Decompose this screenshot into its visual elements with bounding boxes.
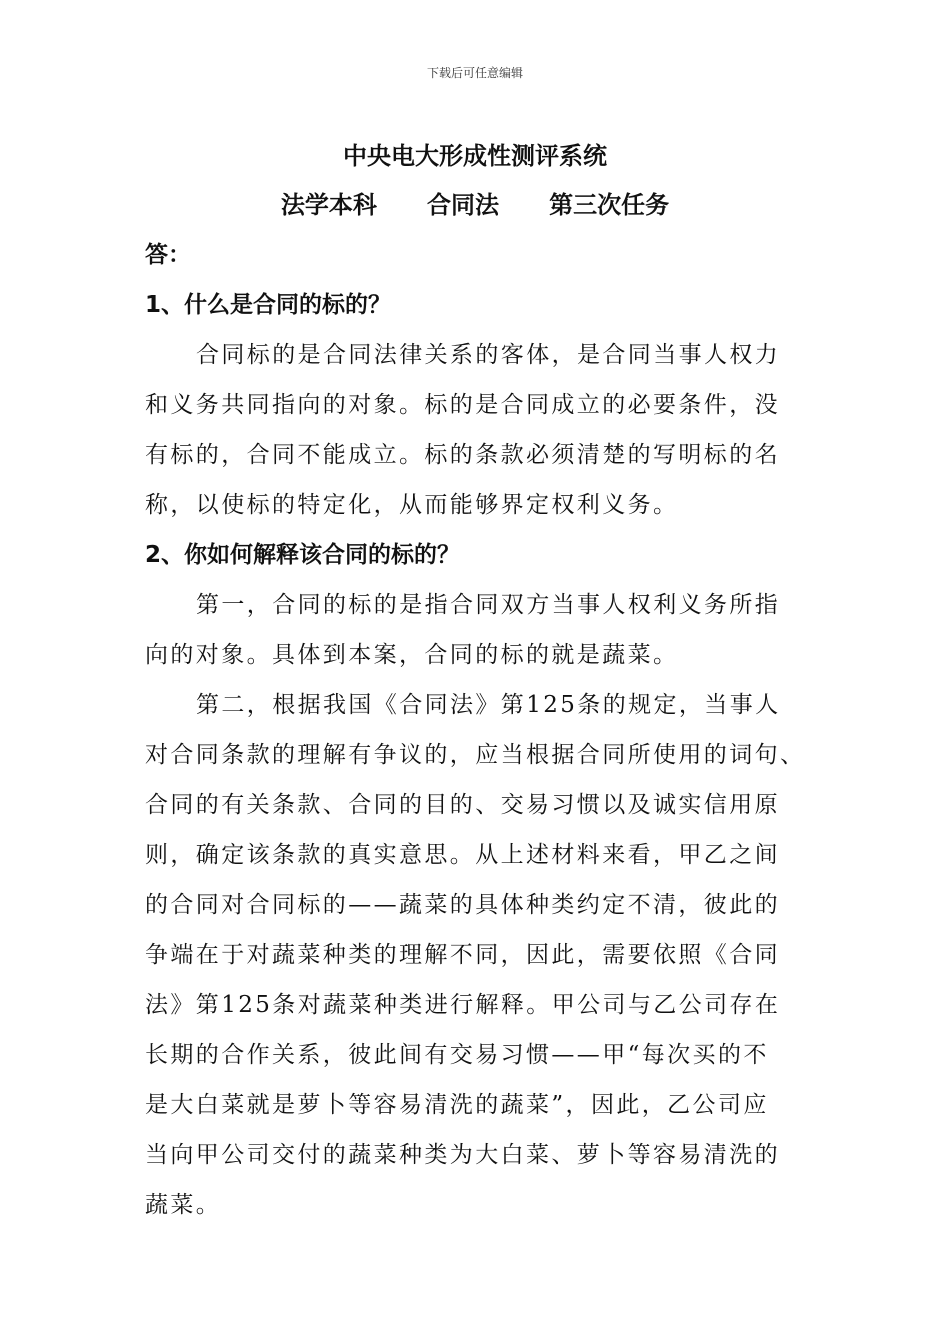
q2-para1-line: 向的对象。具体到本案，合同的标的就是蔬菜。 — [145, 642, 679, 668]
q1-line: 有标的，合同不能成立。标的条款必须清楚的写明标的名 — [145, 442, 780, 468]
question-2-heading: 2、你如何解释该合同的标的？ — [145, 542, 461, 568]
q2-para2-line: 则，确定该条款的真实意思。从上述材料来看，甲乙之间 — [145, 842, 780, 868]
q2-para2-line: 长期的合作关系，彼此间有交易习惯——甲“每次买的不 — [145, 1042, 769, 1068]
q2-para2-line: 蔬菜。 — [145, 1192, 222, 1218]
header-note: 下载后可任意编辑 — [426, 66, 523, 80]
document-subtitle: 法学本科 合同法 第三次任务 — [280, 191, 670, 219]
q2-para2-line: 对合同条款的理解有争议的，应当根据合同所使用的词句、 — [145, 742, 806, 768]
q2-para2-line: 是大白菜就是萝卜等容易清洗的蔬菜”，因此，乙公司应 — [145, 1092, 769, 1118]
q2-para2-line: 合同的有关条款、合同的目的、交易习惯以及诚实信用原 — [145, 792, 780, 818]
q2-para2-line: 争端在于对蔬菜种类的理解不同，因此，需要依照《合同 — [145, 942, 780, 968]
document-title: 中央电大形成性测评系统 — [343, 142, 607, 170]
q1-line: 称，以使标的特定化，从而能够界定权利义务。 — [145, 492, 679, 518]
q2-para2-line: 法》第125条对蔬菜种类进行解释。甲公司与乙公司存在 — [145, 992, 781, 1018]
q2-para1-line: 第一，合同的标的是指合同双方当事人权利义务所指 — [196, 592, 781, 618]
q1-line: 合同标的是合同法律关系的客体，是合同当事人权力 — [196, 342, 781, 368]
question-1-heading: 1、什么是合同的标的？ — [145, 292, 392, 318]
q2-para2-line: 第二，根据我国《合同法》第125条的规定，当事人 — [196, 692, 781, 718]
q2-para2-line: 当向甲公司交付的蔬菜种类为大白菜、萝卜等容易清洗的 — [145, 1142, 780, 1168]
q1-line: 和义务共同指向的对象。标的是合同成立的必要条件，没 — [145, 392, 780, 418]
q2-para2-line: 的合同对合同标的——蔬菜的具体种类约定不清，彼此的 — [145, 892, 780, 918]
answer-label: 答： — [145, 242, 191, 268]
